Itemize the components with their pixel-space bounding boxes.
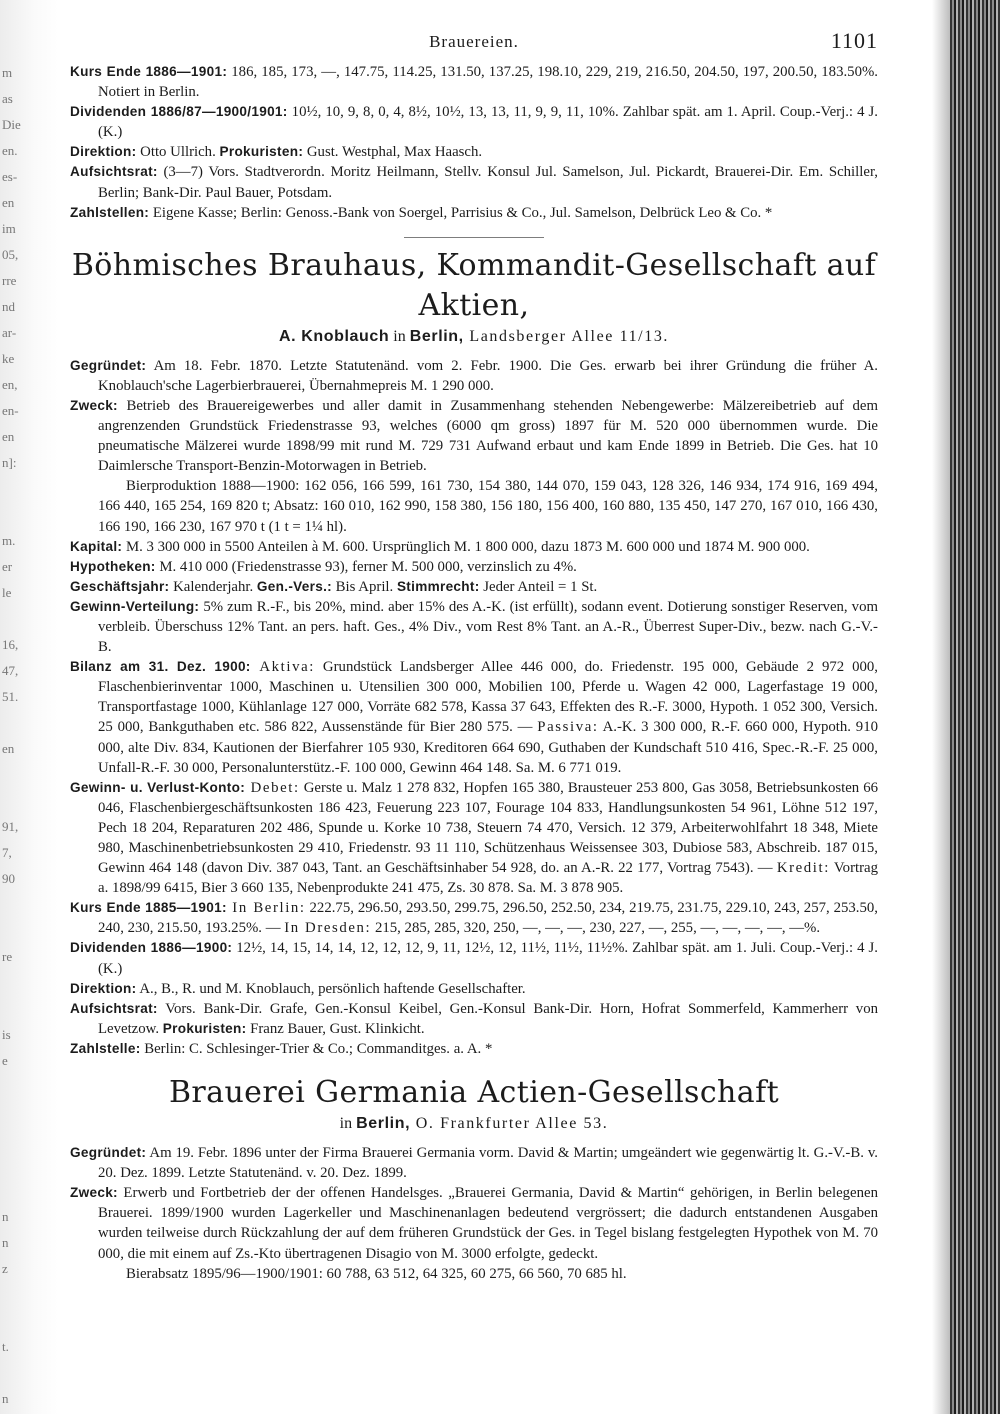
binding-gutter (0, 0, 58, 1414)
entry-label: Stimmrecht: (396, 578, 480, 594)
entry-text: Berlin: C. Schlesinger-Trier & Co.; Commanditges. a. A. * (140, 1040, 493, 1057)
entry-label: Hypotheken: (70, 558, 156, 574)
entry-label: Prokuristen: (219, 144, 304, 160)
page-edge-shadow (932, 0, 950, 1414)
entry-label: Gegründet: (70, 1145, 147, 1161)
running-head (70, 24, 878, 62)
in-word: in (339, 1115, 357, 1133)
in-word: in (389, 327, 410, 345)
entry-text: 222.75, 296.50, 293.50, 299.75, 296.50, 252.50, 234, 219.75, 231.75, 229.10, 243, 257, 253.50, 240, 230, 215.50, 193.25%. — (98, 900, 878, 937)
entry-label: Dividenden 1886—1900: (70, 940, 233, 956)
dividenden-entry (70, 938, 878, 978)
entry-text: Vortrag a. 1898/99 6415, Bier 3 660 135, Nebenprodukte 241 475, Zs. 30 878. Sa. M. 3 878 905. (98, 860, 879, 897)
bierabsatz-entry: Bierabsatz 1895/96—1900/1901: 60 788, 63 512, 64 325, 60 275, 66 560, 70 685 hl. (126, 1265, 627, 1282)
entry-label: Kurs Ende 1885—1901: (70, 900, 227, 916)
company-city: Berlin, (356, 1115, 411, 1133)
entry-text: 12½, 14, 15, 14, 14, 12, 12, 12, 9, 11, 12½, 12, 11½, 11½, 11½%. Zahlbar spät. am 1. Juli. Coup.-Verj.: 4 J. (K.) (98, 940, 878, 977)
entry-label: Geschäftsjahr: (70, 578, 170, 594)
kurs-entry (70, 898, 878, 938)
company-address: O. Frankfurter Allee 53. (410, 1115, 609, 1133)
aufsichtsrat-entry (70, 999, 878, 1039)
entry-text: 215, 285, 285, 320, 250, —, —, —, 230, 227, —, 255, —, —, —, —, —%. (371, 920, 821, 937)
prev-direktion-entry (70, 142, 878, 162)
entry-text: A.-K. 3 300 000, R.-F. 660 000, Hypoth. 910 000, alte Div. 834, Kautionen der Bierfahrer 105 930, Kreditoren 664 690, Guthaben der Kundschaft 510 416, Spec.-R.-F. 25 000, Unfall-R.-F. 30 000, Personalunterstütz.-F. 100 000, Gewinn 464 148. Sa. M. 6 771 019. (98, 719, 879, 776)
company-subtitle (70, 326, 878, 348)
direktion-entry (70, 979, 878, 999)
entry-label: Kurs Ende 1886—1901: (70, 64, 228, 79)
entry-text: Franz Bauer, Gust. Klinkicht. (246, 1020, 425, 1037)
entry-label: Zahlstelle: (70, 1040, 141, 1056)
zweck-entry (70, 396, 878, 476)
entry-label: Gen.-Vers.: (256, 578, 332, 594)
entry-label: Aufsichtsrat: (70, 1000, 158, 1016)
entry-label: Direktion: (70, 144, 137, 160)
entry-text: Jeder Anteil = 1 St. (479, 578, 598, 595)
geschaeftsjahr-entry (70, 577, 878, 597)
book-edge (950, 0, 1000, 1414)
entry-label: Aufsichtsrat: (70, 164, 158, 180)
section-divider (404, 237, 544, 238)
entry-text: Am 19. Febr. 1896 unter der Firma Brauerei Germania vorm. David & Martin; umgeändert wie gegenwärtig lt. G.-V.-B. v. 20. Dez. 1899. Letzte Statutenänd. v. 20. Dez. 1899. (98, 1145, 878, 1182)
entry-label: Bilanz am 31. Dez. 1900: (70, 659, 251, 675)
bierproduktion-entry: Bierproduktion 1888—1900: 162 056, 166 599, 161 730, 154 380, 144 070, 159 043, 128 326, 146 934, 174 916, 169 494, 166 440, 165 254, 169 820 t; Absatz: 160 010, 162 990, 158 380, 156 180, 156 400, 160 880, 135 450, 147 270, 167 010, 166 430, 166 190, 166 230, 167 970 t (1 t = 1¼ hl). (98, 478, 878, 535)
aktiva-word: Aktiva: (250, 659, 315, 676)
running-title: Brauereien. (429, 32, 519, 51)
entry-text: M. 410 000 (Friedenstrasse 93), ferner M. 500 000, verzinslich zu 4%. (155, 558, 577, 575)
entry-text: 5% zum R.-F., bis 20%, mind. aber 15% des A.-K. (ist erfüllt), sodann event. Dotierung sonstiger Reserven, vom verbleib. Überschuss 12% Tant. an pers. haft. Ges., 4% Div., vom Rest 8% Tant. an A.-R., Überrest Super-Div., bezw. nach G.-V.-B. (98, 598, 878, 656)
entry-label: Gegründet: (70, 357, 147, 373)
entry-text: Eigene Kasse; Berlin: Genoss.-Bank von Soergel, Parrisius & Co., Jul. Samelson, Delbrück Leo & Co. * (149, 204, 773, 221)
berlin-word: In Berlin: (226, 900, 306, 917)
entry-label: Gewinn- u. Verlust-Konto: (70, 779, 246, 795)
gutter-fragments: m as Die en. es- en im 05, rre nd ar- ke en, en- en n]: m. er le 16, 47, 51. en 91, 7, 90 re is e n n z t. n (2, 65, 21, 1406)
entry-label: Zweck: (70, 397, 118, 413)
prev-zahlstellen-entry (70, 203, 878, 223)
dresden-word: In Dresden: (284, 920, 372, 937)
entry-label: Kapital: (70, 538, 123, 554)
entry-text: Kalenderjahr. (169, 578, 257, 595)
entry-text: Otto Ullrich. (136, 144, 220, 161)
entry-text: 186, 185, 173, —, 147.75, 114.25, 131.50, 137.25, 198.10, 229, 219, 216.50, 204.50, 197, 200.50, 183.50%. Notiert in Berlin. (98, 64, 878, 101)
bilanz-entry (70, 657, 878, 778)
entry-text: Gust. Westphal, Max Haasch. (303, 144, 483, 161)
entry-text: Grundstück Landsberger Allee 446 000, do. Friedenstr. 195 000, Gebäude 2 972 000, Flaschenbierinventar 1000, Maschinen u. Utensilien 300 000, Mobilien 100, Pferde u. Wagen 42 000, Lagerfastage 19 000, Transportfastage 1000, Kühlanlage 127 000, Vorräte 682 578, Kassa 37 643, Effekten des R.-F. 3000, Hypoth. 1 052 300, Versich. 25 000, Bankguthaben etc. 586 822, Aussenstände für Bier 280 575. — (98, 659, 878, 736)
kapital-entry (70, 537, 878, 557)
entry-label: Zahlstellen: (70, 204, 150, 220)
entry-text: (3—7) Vors. Stadtverordn. Moritz Heilmann, Stellv. Konsul Jul. Samelson, Jul. Pickardt, Brauerei-Dir. Em. Schiller, Berlin; Bank-Dir. Paul Bauer, Potsdam. (98, 164, 878, 201)
page-number: 1101 (830, 28, 878, 53)
company-owner: A. Knoblauch (278, 327, 390, 345)
hypotheken-entry (70, 557, 878, 577)
guv-entry (70, 778, 878, 899)
entry-label: Gewinn-Verteilung: (70, 598, 200, 614)
prev-dividenden-entry (70, 102, 878, 142)
zahlstelle-entry (70, 1039, 878, 1059)
kredit-word: Kredit: (776, 860, 830, 877)
passiva-word: Passiva: (537, 719, 599, 736)
company-city: Berlin, (409, 327, 464, 345)
zweck-entry (70, 1183, 878, 1263)
entry-text: Erwerb und Fortbetrieb der der offenen Handelsges. „Brauerei Germania, David & Martin“ gehörigen, in Berlin belegenen Brauerei. 1899/1900 wurden Lagerkeller und Maschinenanlagen bedeutend vergrössert; die dadurch entstandenen Ausgaben wurden teilweise durch Rückzahlung der auf dem früheren Grundstück der Ges. in Tegel bislang festgelegten Hypothek von M. 70 000, die mit einem auf Zs.-Kto übertragenen Disagio von M. 3000 erfolgte, gedeckt. (98, 1185, 878, 1262)
company-address: Landsberger Allee 11/13. (463, 327, 670, 345)
entry-text: Vors. Bank-Dir. Grafe, Gen.-Konsul Keibel, Gen.-Konsul Bank-Dir. Horn, Hofrat Sommerfeld, Kammerherr von Levetzow. (98, 1000, 878, 1037)
company-title-boehmisches-brauhaus: Böhmisches Brauhaus, Kommandit-Gesellschaft auf Aktien, (71, 247, 877, 323)
prev-aufsichtsrat-entry (70, 162, 878, 202)
entry-label: Prokuristen: (162, 1020, 247, 1036)
entry-text: Bis April. (331, 578, 397, 595)
entry-label: Direktion: (70, 980, 137, 996)
gegruendet-entry (70, 1143, 878, 1183)
gegruendet-entry (70, 356, 878, 396)
company-title-brauerei-germania: Brauerei Germania Actien-Gesellschaft (168, 1075, 780, 1111)
company-subtitle (70, 1113, 878, 1135)
debet-word: Debet: (245, 779, 300, 796)
gewinnverteilung-entry (70, 597, 878, 657)
entry-text: A., B., R. und M. Knoblauch, persönlich haftende Gesellschafter. (136, 980, 526, 997)
entry-text: 10½, 10, 9, 8, 0, 4, 8½, 10½, 13, 13, 11, 9, 9, 11, 10%. Zahlbar spät. am 1. April. Coup.-Verj.: 4 J. (K.) (98, 104, 878, 141)
entry-text: M. 3 300 000 in 5500 Anteilen à M. 600. Ursprünglich M. 1 800 000, dazu 1873 M. 600 000 und 1874 M. 900 000. (122, 538, 810, 555)
page-content (70, 24, 878, 1284)
entry-label: Zweck: (70, 1185, 118, 1201)
prev-kurs-entry (70, 62, 878, 102)
entry-text: Gerste u. Malz 1 278 832, Hopfen 165 380, Brausteuer 253 800, Gas 3058, Betriebsunkosten 66 046, Flaschenbiergeschäftsunkosten 186 423, Feuerung 223 107, Fourage 104 833, Handlungsunkosten 54 961, Löhne 512 197, Pech 18 204, Reparaturen 202 486, Spunde u. Korke 10 738, Steuern 74 470, Versich. 12 379, Arbeiterwohlfahrt 18 348, Miete 980, Maschinenbetriebsunkosten 29 410, Friedenstr. 93 11 110, Schützenhaus Weissensee 303, Dubiose 583, Abschreib. 187 015, Gewinn 464 148 (davon Div. 387 043, Tant. an Geschäftsinhaber 54 928, do. an A.-R. 22 177, Vortrag 7543). — (98, 779, 878, 877)
entry-text: Am 18. Febr. 1870. Letzte Statutenänd. vom 2. Febr. 1900. Die Ges. erwarb bei ihrer Gründung die früher A. Knoblauch'sche Lagerbierbrauerei, Übernahmepreis M. 1 290 000. (98, 357, 878, 394)
entry-text: Betrieb des Brauereigewerbes und aller damit in Zusammenhang stehenden Nebengewerbe: Mälzereibetrieb auf dem angrenzenden Grundstück Friedenstrasse 93, welches (6000 qm gross) 1897 für M. 520 000 übernommen wurde. Die pneumatische Mälzerei wurde 1898/99 mit rund M. 729 731 Aufwand erbaut und kam Ende 1899 in Betrieb. Die Ges. hat 10 Daimlersche Transport-Benzin-Motorwagen in Betrieb. (98, 397, 878, 475)
entry-label: Dividenden 1886/87—1900/1901: (70, 104, 288, 120)
